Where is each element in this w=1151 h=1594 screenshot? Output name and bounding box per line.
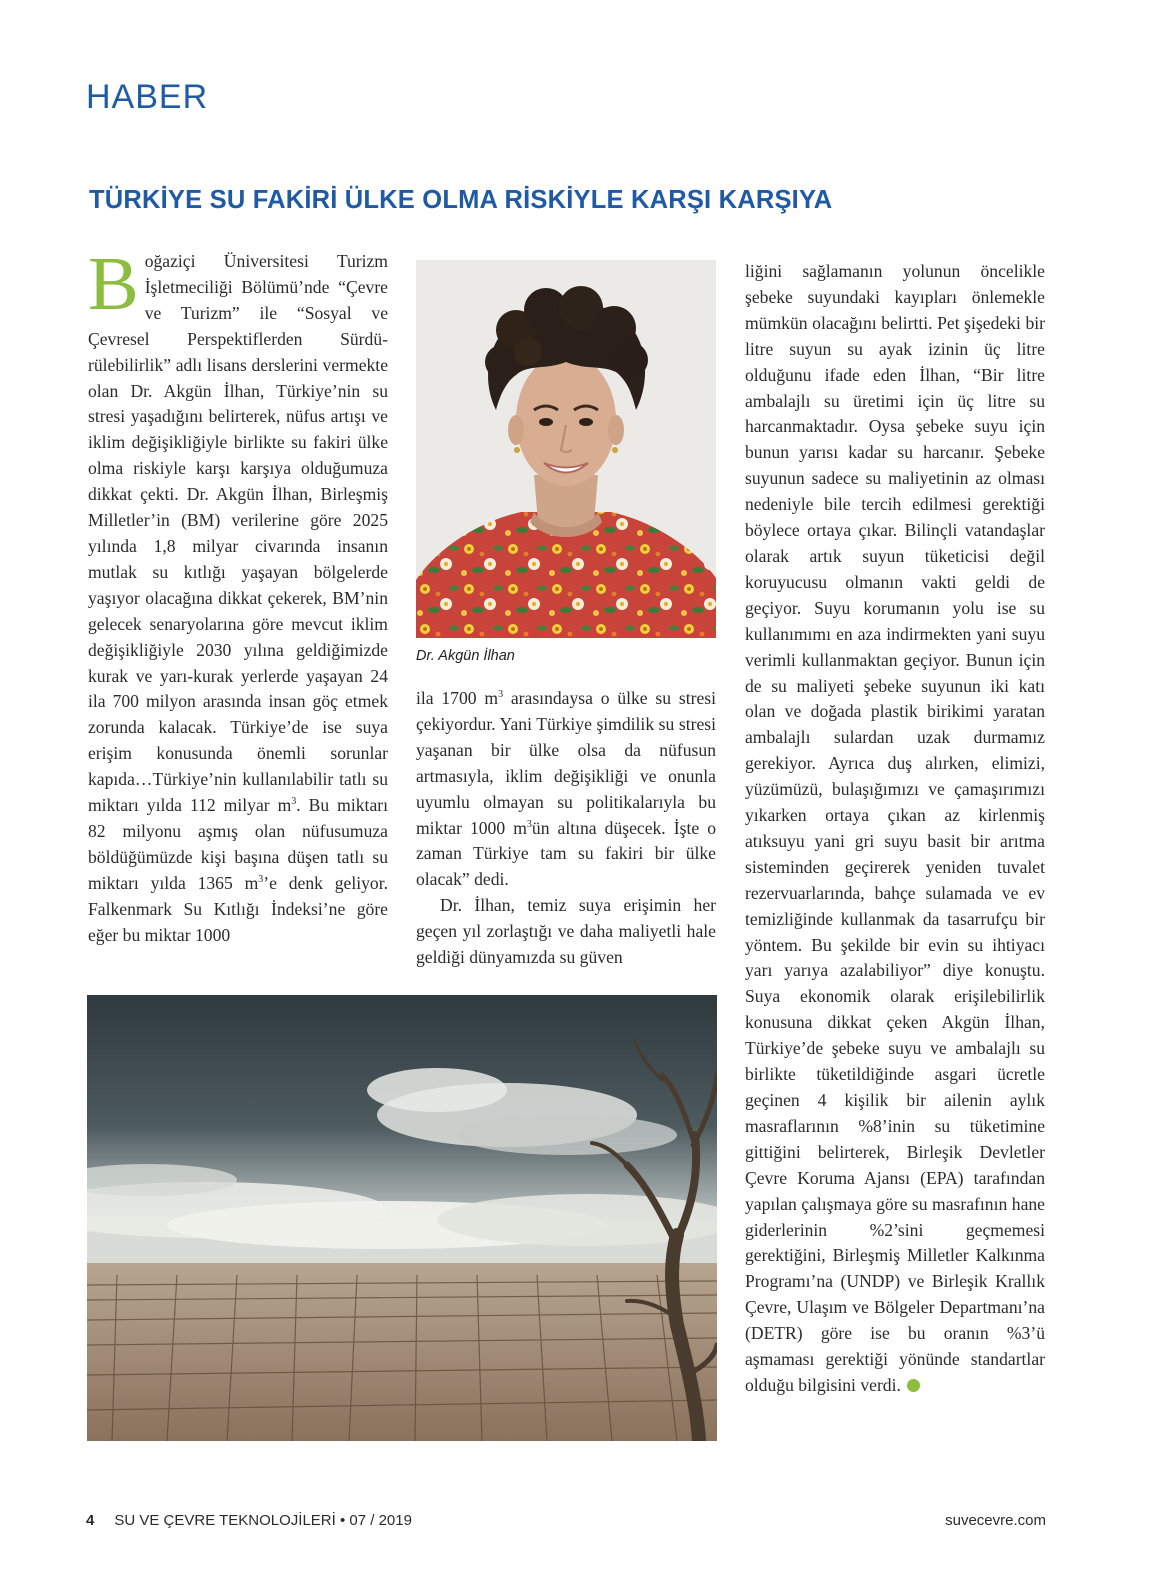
drought-photo <box>87 995 717 1441</box>
col1-text-b: . Bu miktarı 82 milyonu aşmış olan nüfusumuza böldüğümüzde kişi başına düşen tatlı su miktarı yılda 1365 m <box>88 795 388 893</box>
superscript: 3 <box>498 689 504 701</box>
magazine-issue: SU VE ÇEVRE TEKNOLOJİLERİ • 07 / 2019 <box>114 1512 412 1529</box>
article-column-2 <box>416 686 716 971</box>
article-column-1 <box>88 242 388 948</box>
col1-text-a: oğaziçi Üniversitesi Turizm İşletmeciliği Bölümü’nde “Çevre ve Turizm” ile “Sosyal ve Çevresel Perspektiflerden Sürdürülebilirlik” adlı lisans derslerini vermekte olan Dr. Akgün İlhan, Türkiye’nin su stresi yaşadığını belirterek, nüfus artışı ve iklim değişikliğiyle birlikte su fakiri ülke olma riskiyle karşı karşıya olduğumuza dikkat çekti. Dr. Akgün İlhan, Birleşmiş Milletler’in (BM) verilerine göre 2025 yılında 1,8 milyar civarında insanın mutlak su kıtlığı yaşayan bölgelerde yaşıyor olacağına dikkat çekerek, BM’nin gelecek senaryolarına göre mevcut iklim değişikliğiyle 2030 yılına geldiğimizde kurak ve yarı-kurak yerlerde yaşayan 24 ila 700 milyon arasında insan göç etmek zorunda kalacak. Türkiye’de ise suya erişim konusunda önemli sorunlar kapıda…Türkiye’nin kullanılabilir tatlı su miktarı yılda 112 milyar m <box>88 251 388 816</box>
superscript: 3 <box>291 796 297 808</box>
section-label: HABER <box>86 78 209 116</box>
page-number: 4 <box>86 1512 95 1529</box>
col2-text-a: ila 1700 m <box>416 688 499 708</box>
col2-text-b: arasındaysa o ülke su stresi çekiyordur. Yani Türkiye şimdilik su stresi yaşanan bir ülke olsa da nüfusun artmasıyla, iklim değişikliği ve onunla uyumlu olmayan su politikalarıyla bu miktar 1000 m <box>416 688 716 838</box>
col3-text: liğini sağlamanın yolunun öncelikle şebeke suyundaki kayıpları önlemekle mümkün olacağını belirtti. Pet şişedeki bir litre suyun su ayak izinin üç litre olduğunu ifade eden İlhan, “Bir litre ambalajlı su üretimi için üç litre su harcanmaktadır. Oysa şebeke suyu için bunun yarısı kadar su harcanır. Şebeke suyunun sadece su maliyetinin az olması nedeniyle bile tercih edilmesi gerektiği böylece ortaya çıkar. Bilinçli vatandaşlar olarak artık suyun tüketicisi değil koruyucusu olmanın vakti geldi de geçiyor. Suyu korumanın yolu ise su kullanımımı en aza indirmekten yani suyu verimli kullanmaktan geçiyor. Bunun için de su maliyeti şebeke suyunun iki katı olan ve doğada plastik birikimi yaratan ambalajlı sulardan uzak durmamız gerekiyor. Ayrıca duş alırken, elimizi, yüzümüzü, bulaşığımızı ve çamaşırımızı yıkarken ortaya çıkan az kirlenmiş atıksuyu yani gri suyu basit bir arıtma sisteminden geçirerek yeniden tuvalet rezervuarlarında, bahçe sulamada ve ev temizliğinde kullanmak da tasarrufçu bir yöntem. Bu şekilde bir evin su ihtiyacı yarı yarıya azalabiliyor” diye konuştu. Suya ekonomik olarak erişilebilirlik konusuna dikkat çeken Akgün İlhan, Türkiye’de şebeke suyu ve ambalajlı su birlikte tüketildiğinde asgari ücretle geçinen 4 kişilik bir ailenin aylık masraflarının %8’inin su tüketimine gittiğini belirterek, Birleşik Devletler Çevre Koruma Ajansı (EPA) tarafından yapılan çalışmaya göre su masrafının hane giderlerinin %2’sini geçmemesi gerektiğini, Birleşmiş Milletler Kalkınma Programı’na (UNDP) ve Birleşik Krallık Çevre, Ulaşım ve Bölgeler Departmanı’na (DETR) göre ise bu oranın %3’ü aşmaması gerektiği yönünde standartlar olduğu bilgisini verdi. <box>745 261 1045 1395</box>
superscript: 3 <box>526 818 532 830</box>
col2-text-c: ün altına düşecek. İşte o zaman Türkiye tam su fakiri bir ülke olacak” dedi. <box>416 817 716 890</box>
article-column-3 <box>745 259 1045 1399</box>
drop-cap: B <box>88 242 139 326</box>
page-footer <box>86 1512 1046 1532</box>
superscript: 3 <box>258 873 264 885</box>
col2-paragraph-2: Dr. İlhan, temiz suya erişimin her geçen yıl zorlaştığı ve daha maliyetli hale geldiği dünyamızda su güven <box>416 895 716 968</box>
end-mark-icon <box>907 1379 920 1392</box>
col1-text-c: ’e denk geliyor. Falkenmark Su Kıtlığı İndeksi’ne göre eğer bu miktar 1000 <box>88 872 388 945</box>
photo-caption: Dr. Akgün İlhan <box>416 648 515 664</box>
article-headline: TÜRKİYE SU FAKİRİ ÜLKE OLMA RİSKİYLE KARŞI KARŞIYA <box>89 186 833 214</box>
website-link[interactable]: suvecevre.com <box>945 1512 1046 1529</box>
portrait-photo <box>416 260 716 638</box>
